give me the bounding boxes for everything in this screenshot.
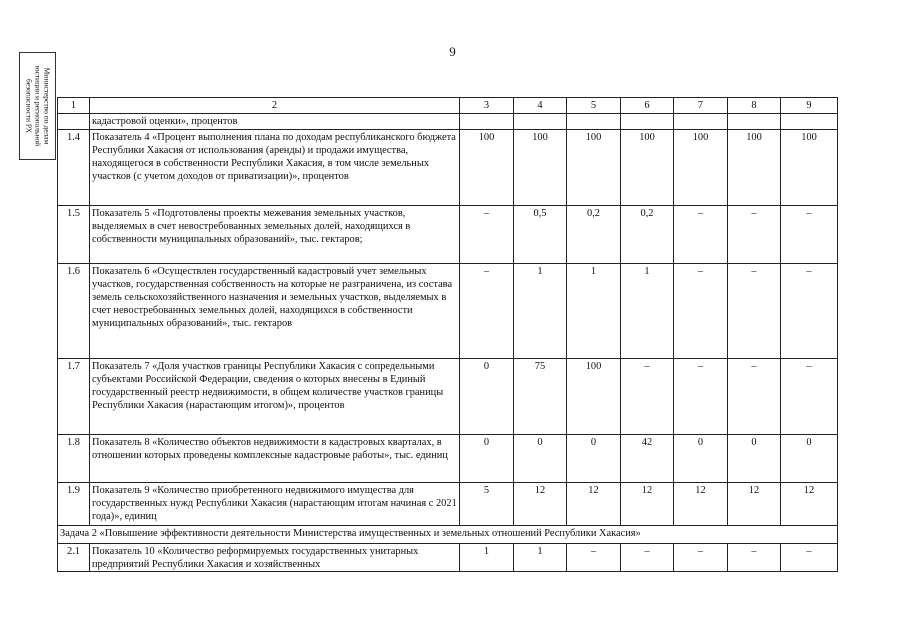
row-index-cell: 1.7 bbox=[58, 359, 90, 435]
continuation-row bbox=[58, 114, 838, 130]
row-value-cell: 5 bbox=[460, 483, 514, 526]
row-value-cell: 0 bbox=[567, 435, 621, 483]
table-row bbox=[58, 359, 838, 435]
header-cell: 6 bbox=[621, 98, 674, 114]
row-value-cell: 0 bbox=[460, 359, 514, 435]
row-value-cell: – bbox=[728, 264, 781, 359]
row-value-cell: 42 bbox=[621, 435, 674, 483]
row-value-cell: 12 bbox=[567, 483, 621, 526]
stamp-line: юстиции и региональной bbox=[33, 65, 42, 147]
row-value-cell: 0,2 bbox=[621, 206, 674, 264]
row-value-cell: 12 bbox=[728, 483, 781, 526]
task-title-cell: Задача 2 «Повышение эффективности деятельности Министерства имущественных и земельных отношений Республики Хакасия» bbox=[58, 526, 838, 544]
stamp-line: Министерство по делам bbox=[42, 67, 51, 145]
row-value-cell: 1 bbox=[621, 264, 674, 359]
row-index-cell: 1.8 bbox=[58, 435, 90, 483]
row-index-cell: 1.4 bbox=[58, 130, 90, 206]
row-value-cell: – bbox=[460, 206, 514, 264]
row-value-cell: 75 bbox=[514, 359, 567, 435]
table-row bbox=[58, 130, 838, 206]
row-index-cell: 1.5 bbox=[58, 206, 90, 264]
row-value-cell: 0 bbox=[460, 435, 514, 483]
row-value-cell: – bbox=[621, 359, 674, 435]
row-value-cell: 0 bbox=[728, 435, 781, 483]
row-value-cell: – bbox=[460, 264, 514, 359]
table-row bbox=[58, 206, 838, 264]
row-value-cell: – bbox=[728, 206, 781, 264]
header-cell: 4 bbox=[514, 98, 567, 114]
row-value-cell: – bbox=[781, 359, 838, 435]
header-cell: 2 bbox=[90, 98, 460, 114]
row-value-cell: 100 bbox=[621, 130, 674, 206]
row-value-cell: 100 bbox=[674, 130, 728, 206]
table-row bbox=[58, 544, 838, 572]
row-value-cell: 0 bbox=[514, 435, 567, 483]
table-row bbox=[58, 264, 838, 359]
row-description-cell: Показатель 6 «Осуществлен государственный кадастровый учет земельных участков, государственная собственность на которые не разграничена, из состава земель сельскохозяйственного назначения и земельных участков, выделяемых в счет невостребованных земельных долей, находящихся в собственности муниципальных образований», тыс. гектаров bbox=[90, 264, 460, 359]
row-value-cell: – bbox=[674, 544, 728, 572]
row-description-cell: Показатель 7 «Доля участков границы Республики Хакасия с сопредельными субъектами Российской Федерации, сведения о которых внесены в Единый государственный реестр недвижимости, в общем количестве участков границы Республики Хакасия (нарастающим итогом)», процентов bbox=[90, 359, 460, 435]
row-value-cell: 0,2 bbox=[567, 206, 621, 264]
row-value-cell: – bbox=[728, 544, 781, 572]
row-description-cell: Показатель 8 «Количество объектов недвижимости в кадастровых кварталах, в отношении которых проведены комплексные кадастровые работы», тыс. единиц bbox=[90, 435, 460, 483]
table-row bbox=[58, 435, 838, 483]
row-value-cell: 1 bbox=[514, 544, 567, 572]
row-value-cell: 0 bbox=[781, 435, 838, 483]
row-value-cell: 1 bbox=[460, 544, 514, 572]
row-description-cell: Показатель 5 «Подготовлены проекты межевания земельных участков, выделяемых в счет невостребованных земельных долей, находящихся в собственности муниципальных образований», тыс. гектаров; bbox=[90, 206, 460, 264]
stamp-text bbox=[24, 54, 51, 158]
table-row bbox=[58, 483, 838, 526]
row-value-cell: – bbox=[621, 544, 674, 572]
header-cell: 5 bbox=[567, 98, 621, 114]
row-value-cell: – bbox=[728, 359, 781, 435]
row-value-cell: 100 bbox=[514, 130, 567, 206]
row-value-cell: – bbox=[781, 264, 838, 359]
row-value-cell: – bbox=[781, 544, 838, 572]
row-description-cell: Показатель 9 «Количество приобретенного недвижимого имущества для государственных нужд Республики Хакасия (нарастающим итогам начиная с 2021 года)», единиц bbox=[90, 483, 460, 526]
row-value-cell: 100 bbox=[460, 130, 514, 206]
row-value-cell: – bbox=[781, 206, 838, 264]
row-value-cell: – bbox=[674, 264, 728, 359]
header-cell: 3 bbox=[460, 98, 514, 114]
row-description-cell: Показатель 4 «Процент выполнения плана по доходам республиканского бюджета Республики Хакасия от использования (аренды) и продажи имущества, находящегося в собственности Республики Хакасия, в том числе земельных участков (с учетом доходов от приватизации)», процентов bbox=[90, 130, 460, 206]
row-index-cell: 2.1 bbox=[58, 544, 90, 572]
row-value-cell: 12 bbox=[674, 483, 728, 526]
row-value-cell: 100 bbox=[781, 130, 838, 206]
row-index-cell: 1.6 bbox=[58, 264, 90, 359]
row-value-cell: 12 bbox=[781, 483, 838, 526]
row-value-cell: 12 bbox=[621, 483, 674, 526]
registration-stamp bbox=[19, 52, 56, 160]
row-value-cell: 0,5 bbox=[514, 206, 567, 264]
row-value-cell: 100 bbox=[567, 130, 621, 206]
indicators-table bbox=[57, 97, 838, 572]
row-index-cell: 1.9 bbox=[58, 483, 90, 526]
index-cell bbox=[58, 114, 90, 130]
row-value-cell: 100 bbox=[567, 359, 621, 435]
row-description-cell: Показатель 10 «Количество реформируемых государственных унитарных предприятий Республики Хакасия и хозяйственных bbox=[90, 544, 460, 572]
row-value-cell: – bbox=[674, 206, 728, 264]
stamp-line: безопасности РХ bbox=[24, 79, 33, 133]
header-cell: 1 bbox=[58, 98, 90, 114]
row-value-cell: 12 bbox=[514, 483, 567, 526]
task-row bbox=[58, 526, 838, 544]
page-number: 9 bbox=[449, 44, 456, 59]
row-value-cell: – bbox=[567, 544, 621, 572]
description-cell: кадастровой оценки», процентов bbox=[90, 114, 460, 130]
header-row bbox=[58, 98, 838, 114]
row-value-cell: 0 bbox=[674, 435, 728, 483]
row-value-cell: 1 bbox=[567, 264, 621, 359]
row-value-cell: – bbox=[674, 359, 728, 435]
header-cell: 7 bbox=[674, 98, 728, 114]
header-cell: 8 bbox=[728, 98, 781, 114]
row-value-cell: 1 bbox=[514, 264, 567, 359]
row-value-cell: 100 bbox=[728, 130, 781, 206]
header-cell: 9 bbox=[781, 98, 838, 114]
